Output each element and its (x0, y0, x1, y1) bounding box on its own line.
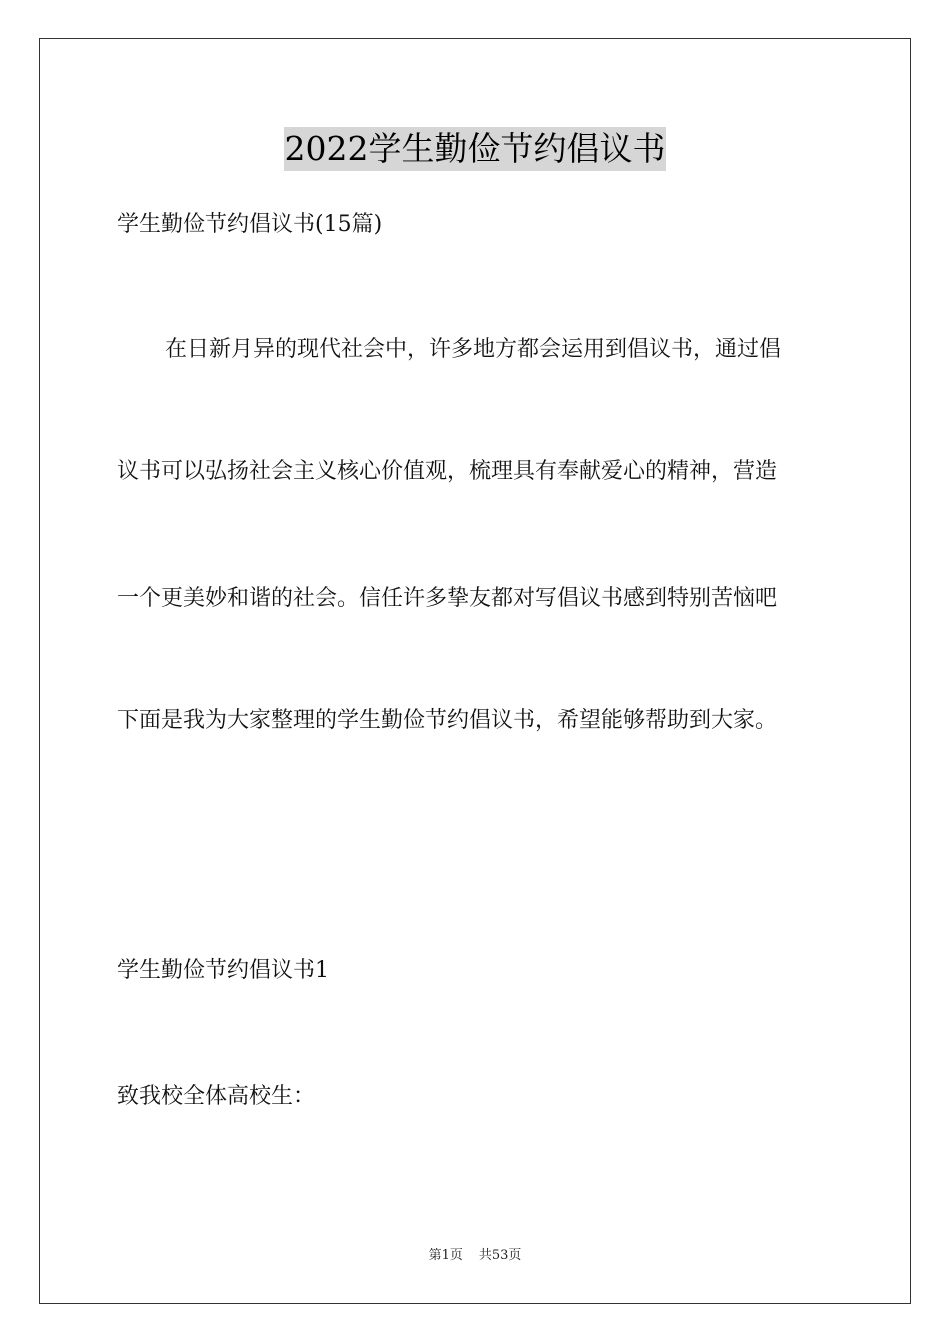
page-footer (0, 1247, 950, 1265)
intro-line-2: 议书可以弘扬社会主义核心价值观，梳理具有奉献爱心的精神，营造 (117, 459, 778, 484)
document-subtitle: 学生勤俭节约倡议书(15篇) (117, 212, 383, 237)
intro-line-4: 下面是我为大家整理的学生勤俭节约倡议书，希望能够帮助到大家。 (117, 708, 778, 733)
title-container (0, 127, 950, 171)
page-total: 共53页 (478, 1248, 522, 1263)
page-number: 第1页 (428, 1248, 463, 1263)
intro-line-1: 在日新月异的现代社会中，许多地方都会运用到倡议书，通过倡 (165, 337, 782, 362)
section-heading: 学生勤俭节约倡议书1 (117, 958, 329, 983)
intro-line-3: 一个更美妙和谐的社会。信任许多挚友都对写倡议书感到特别苦恼吧 (117, 586, 778, 611)
salutation: 致我校全体高校生： (117, 1084, 316, 1109)
document-title: 2022学生勤俭节约倡议书 (284, 127, 667, 171)
